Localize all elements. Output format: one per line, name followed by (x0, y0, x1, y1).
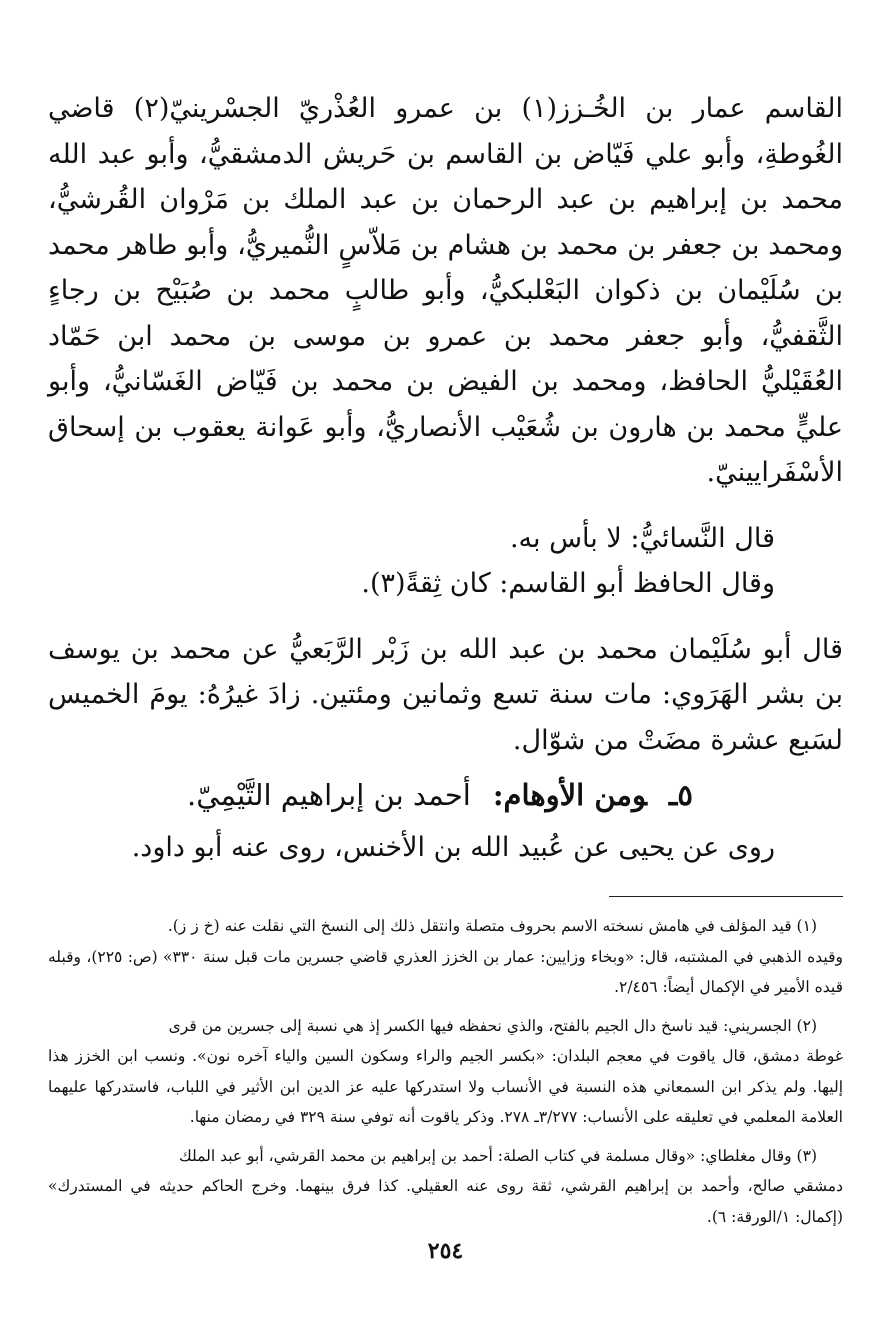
footnote-separator (609, 896, 843, 897)
footnote-1-text: وقيده الذهبي في المشتبه، قال: «وبخاء وزايين: عمار بن الخزز العذري قاضي جسرين مات قبل سنة ٣٣٠» (ص: ٢٢٥)، وقبله قيده الأمير في الإكمال أيضاً: ٢/٤٥٦. (48, 947, 843, 996)
footnote-2-text: غوطة دمشق، قال ياقوت في معجم البلدان: «بكسر الجيم والراء وسكون السين والياء آخره نون». ونسب ابن الخزز هذا إليها. ولم يذكر ابن السمعاني هذه النسبة في الأنساب ولا استدركها عليه عز الدين ابن الأثير في اللباب، فاستدركها عليهما العلامة المعلمي في تعليقه على الأنساب: ٣/٢٧٧ـ ٢٧٨. وذكر ياقوت أنه توفي سنة ٣٢٩ في رمضان منها. (48, 1047, 843, 1126)
entry-name: أحمد بن إبراهيم التَّيْمِيّ. (186, 778, 471, 812)
footnote-1 (48, 911, 843, 1003)
spacer (48, 607, 843, 627)
footnote-3 (48, 1141, 843, 1233)
footnote-2 (48, 1011, 843, 1133)
entry-number: ٥ـ (668, 778, 693, 812)
footnote-3-first-line: (٣) وقال مغلطاي: «وقال مسلمة في كتاب الصلة: أحمد بن إبراهيم بن محمد القرشي، أبو عبد الملك (178, 1146, 817, 1165)
death-paragraph: قال أبو سُلَيْمان محمد بن عبد الله بن زَبْر الرَّبَعيُّ عن محمد بن يوسف بن بشر الهَرَوي: مات سنة تسع وثمانين ومئتين. زادَ غيرُهُ: يومَ الخميس لسَبع عشرة مضَتْ من شوّال. (48, 633, 843, 756)
main-text (48, 86, 843, 870)
biography-paragraph: القاسم عمار بن الخُـزز(١) بن عمرو العُذْريّ الجسْرينيّ(٢) قاضي الغُوطةِ، وأبو علي فَيّاض بن القاسم بن حَريش الدمشقيُّ، وأبو عبد الله محمد بن إبراهيم بن عبد الرحمان بن عبد الملك بن مَرْوان القُرشيُّ، ومحمد بن جعفر بن محمد بن هشام بن مَلاّسٍ النُّميريُّ، وأبو طاهر محمد بن سُلَيْمان بن ذكوان البَعْلبكيُّ، وأبو طالبٍ محمد بن صُبَيْح بن رجاءٍ الثَّقفيُّ، وأبو جعفر محمد بن عمرو بن موسى بن محمد ابن حَمّاد العُقَيْليُّ الحافظ، ومحمد بن الفيض بن محمد بن فَيّاض الغَسّانيُّ، وأبو عليٍّ محمد بن هارون بن شُعَيْب الأنصاريُّ، وأبو عَوانة يعقوب بن إسحاق الأسْفَرايينيّ. (48, 93, 844, 488)
page-number: ٢٥٤ (427, 1238, 464, 1264)
spacer (48, 496, 843, 516)
quote-nasai: قال النَّسائيُّ: لا بأس به. (509, 522, 775, 554)
footnotes (48, 911, 843, 1232)
entry-label: ومن الأوهام: (492, 778, 647, 812)
footnote-2-first-line: (٢) الجسريني: قيد ناسخ دال الجيم بالفتح، والذي نحفظه فيها الكسر إذ هي نسبة إلى جسرين من قرى (168, 1016, 817, 1035)
footnote-3-text: دمشقي صالح، وأحمد بن إبراهيم القرشي، ثقة روى عنه العقيلي. كذا فرق بينهما. وخرج الحاكم حديثه في المستدرك» (إكمال: ١/الورقة: ٦). (48, 1177, 843, 1226)
entry-heading (48, 773, 843, 819)
narration-paragraph: روى عن يحيى عن عُبيد الله بن الأخنس، روى عنه أبو داود. (131, 831, 775, 863)
footnote-1-first-line: (١) قيد المؤلف في هامش نسخته الاسم بحروف متصلة وانتقل ذلك إلى النسخ التي نقلت عنه (خ ز ز). (167, 917, 817, 935)
quote-abu-al-qasim: وقال الحافظ أبو القاسم: كان ثِقةً(٣). (361, 568, 775, 599)
